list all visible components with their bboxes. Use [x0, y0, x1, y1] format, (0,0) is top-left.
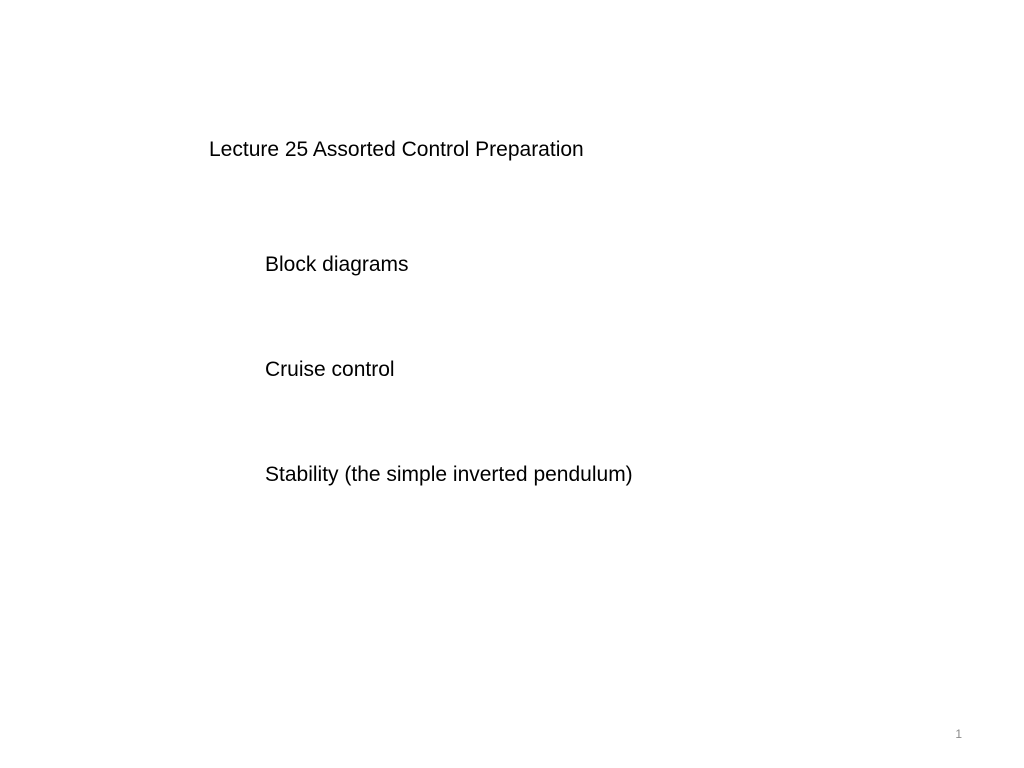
topic-block-diagrams: Block diagrams — [265, 253, 409, 276]
slide-title: Lecture 25 Assorted Control Preparation — [209, 138, 584, 161]
page-number: 1 — [955, 727, 962, 741]
topic-stability: Stability (the simple inverted pendulum) — [265, 463, 633, 486]
topic-cruise-control: Cruise control — [265, 358, 395, 381]
